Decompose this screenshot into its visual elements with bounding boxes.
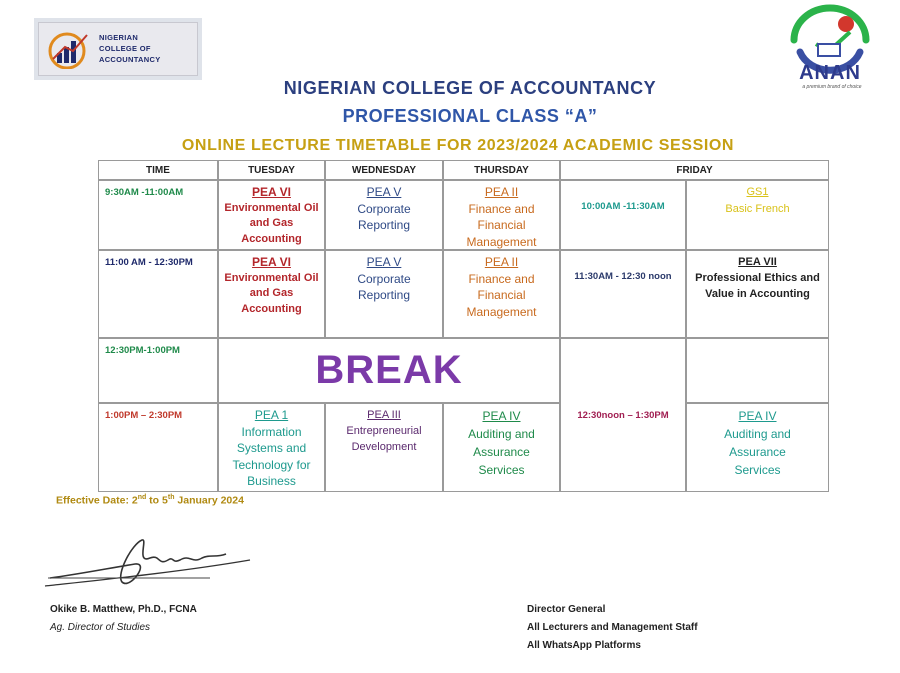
course-code: PEA IV: [482, 409, 521, 423]
college-emblem-icon: [45, 29, 95, 69]
class-tuesday-2: [218, 250, 325, 338]
course-title: Corporate Reporting: [357, 271, 411, 302]
course-code: PEA IV: [738, 409, 777, 423]
course-code: PEA VI: [252, 185, 291, 199]
friday-break-empty: [686, 338, 829, 403]
cc-item: Director General: [527, 604, 606, 615]
effective-date-sup1: nd: [137, 494, 147, 501]
course-title: Environmental Oil and Gas Accounting: [224, 201, 319, 245]
effective-date: [56, 494, 244, 507]
course-title: Finance and Financial Management: [466, 271, 537, 319]
signatory-name: Okike B. Matthew, Ph.D., FCNA: [50, 604, 197, 615]
course-code: PEA V: [366, 255, 402, 269]
class-name: PROFESSIONAL CLASS “A”: [342, 106, 598, 126]
class-wednesday-2: [325, 250, 443, 338]
course-code: PEA III: [367, 409, 401, 421]
course-title: Corporate Reporting: [357, 201, 411, 232]
class-friday-4: [686, 403, 829, 492]
timetable-subtitle: ONLINE LECTURE TIMETABLE FOR 2023/2024 ACADEMIC SESSION: [181, 137, 735, 154]
course-code: PEA VI: [252, 255, 291, 269]
time-slot-1: 9:30AM -11:00AM: [98, 180, 218, 250]
course-code: PEA V: [366, 185, 402, 199]
break-label: BREAK: [218, 338, 560, 403]
course-code: GS1: [746, 186, 769, 198]
signature: [40, 530, 260, 600]
effective-date-suffix: January 2024: [174, 494, 244, 507]
cc-item: All WhatsApp Platforms: [527, 640, 641, 651]
class-thursday-2: [443, 250, 560, 338]
timetable: [98, 160, 829, 492]
course-code: PEA 1: [254, 408, 289, 422]
effective-date-sup2: th: [167, 494, 175, 501]
class-tuesday-4: [218, 403, 325, 492]
course-code: PEA II: [484, 255, 519, 269]
signatory-role: Ag. Director of Studies: [50, 622, 151, 633]
cc-item: All Lecturers and Management Staff: [527, 622, 698, 633]
class-tuesday-1: [218, 180, 325, 250]
course-title: Auditing and Assurance Services: [724, 427, 791, 477]
header-wednesday: WEDNESDAY: [325, 160, 443, 180]
header-tuesday: TUESDAY: [218, 160, 325, 180]
header-friday: FRIDAY: [560, 160, 829, 180]
page-title: NIGERIAN COLLEGE OF ACCOUNTANCY: [283, 78, 657, 98]
course-title: Auditing and Assurance Services: [468, 427, 535, 477]
college-logo: [38, 22, 198, 76]
time-slot-2: 11:00 AM - 12:30PM: [98, 250, 218, 338]
course-code: PEA VII: [738, 256, 777, 268]
anan-tagline: a premium brand of choice: [802, 84, 862, 90]
course-title: Professional Ethics and Value in Accounting: [695, 272, 820, 300]
effective-date-prefix: Effective Date: 2: [56, 494, 138, 507]
class-wednesday-4: [325, 403, 443, 492]
friday-break-time: 12:30noon – 1:30PM: [560, 338, 686, 492]
course-title: Information Systems and Technology for Business: [232, 424, 311, 488]
course-title: Finance and Financial Management: [466, 201, 537, 249]
class-wednesday-1: [325, 180, 443, 250]
logo-text-line2: COLLEGE OF: [99, 44, 151, 53]
class-thursday-1: [443, 180, 560, 250]
header-thursday: THURSDAY: [443, 160, 560, 180]
class-friday-1: [686, 180, 829, 250]
class-thursday-4: [443, 403, 560, 492]
time-slot-4: 1:00PM – 2:30PM: [98, 403, 218, 492]
header-time: TIME: [98, 160, 218, 180]
anan-logo-text: ANAN: [799, 62, 861, 84]
logo-text-line1: NIGERIAN: [99, 33, 139, 42]
friday-time-2: 11:30AM - 12:30 noon: [560, 250, 686, 338]
effective-date-mid: to 5: [146, 494, 168, 507]
friday-time-1: 10:00AM -11:30AM: [560, 180, 686, 250]
time-slot-3: 12:30PM-1:00PM: [98, 338, 218, 403]
course-title: Entrepreneurial Development: [346, 425, 422, 453]
course-title: Basic French: [725, 202, 790, 215]
course-title: Environmental Oil and Gas Accounting: [224, 271, 319, 315]
course-code: PEA II: [484, 185, 519, 199]
class-friday-2: [686, 250, 829, 338]
logo-text-line3: ACCOUNTANCY: [99, 55, 161, 64]
